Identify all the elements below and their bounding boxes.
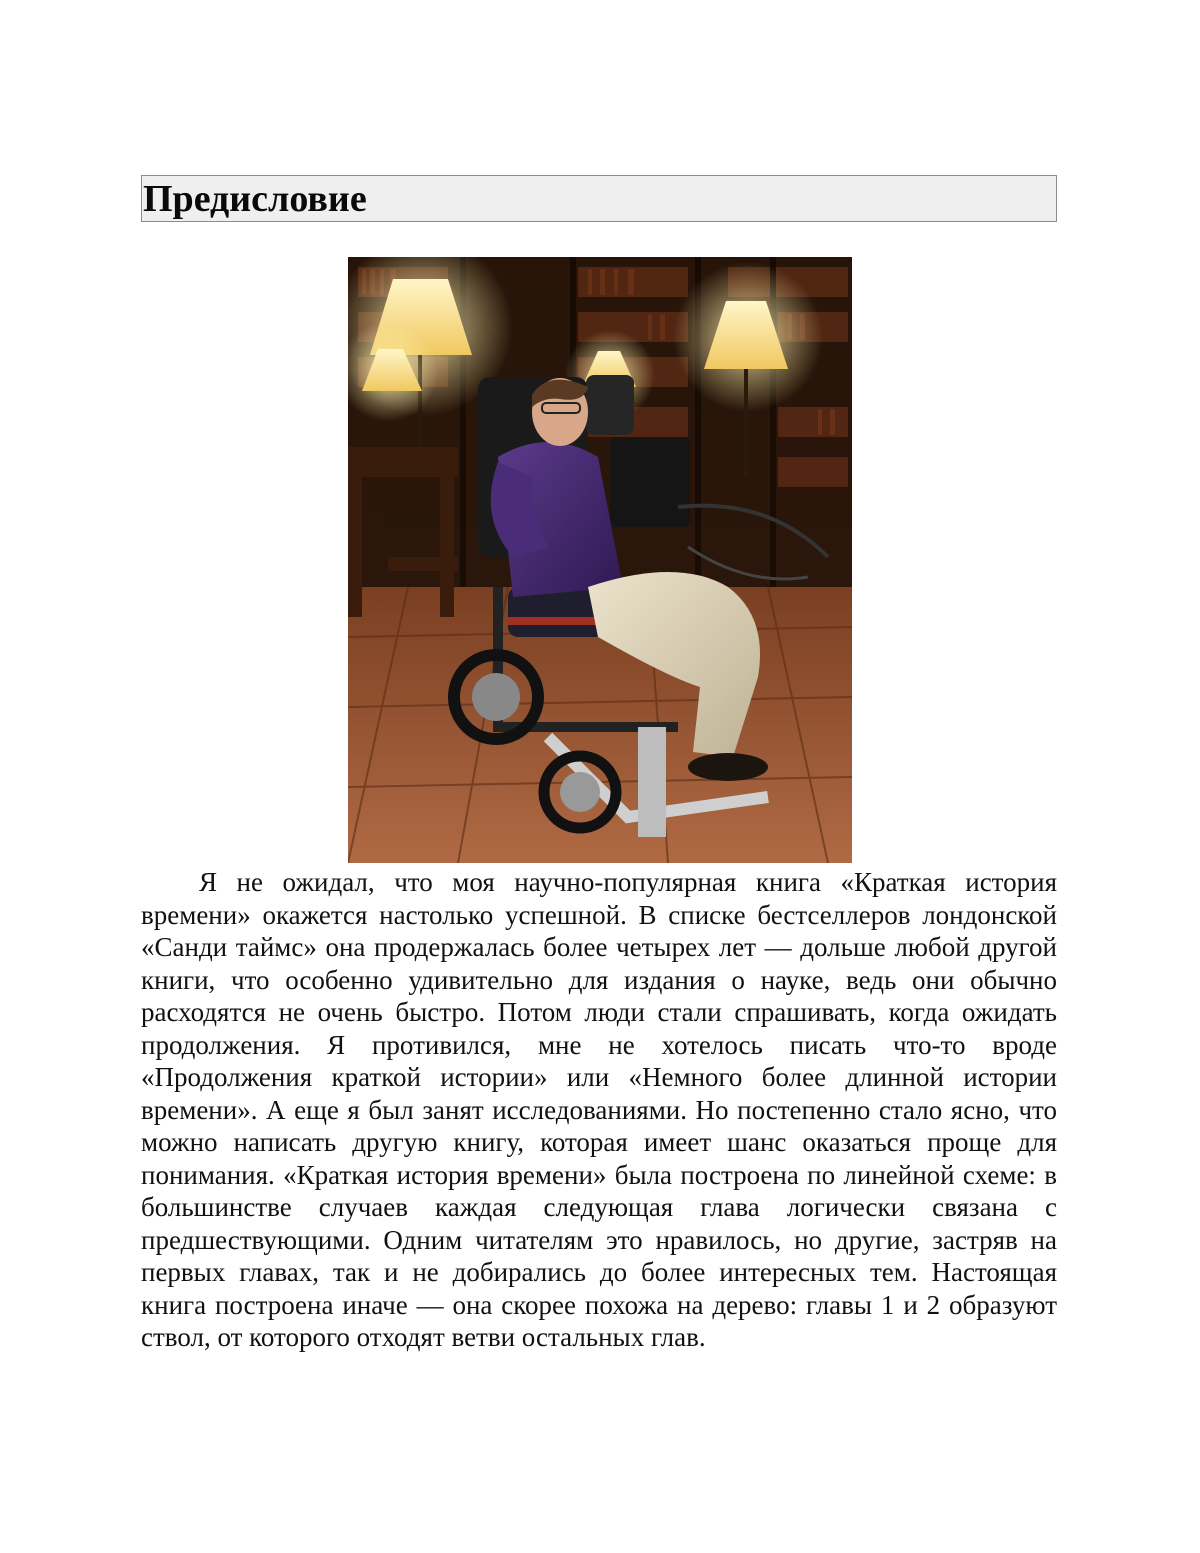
heading-box	[141, 175, 1057, 222]
page-title: Предисловие	[143, 178, 367, 220]
preface-paragraph: Я не ожидал, что моя научно-популярная книга «Краткая история времени» окажется настолько успешной. В списке бестселлеров лондонской «Санди таймс» она продержалась более четырех лет — дольше любой другой книги, что особенно удивительно для издания о науке, ведь они обычно расходятся не очень быстро. Потом люди стали спрашивать, когда ожидать продолжения. Я противился, мне не хотелось писать что-то вроде «Продолжения краткой истории» или «Немного более длинной истории времени». А еще я был занят исследованиями. Но постепенно стало ясно, что можно написать другую книгу, которая имеет шанс оказаться проще для понимания. «Краткая история времени» была построена по линейной схеме: в большинстве случаев каждая следующая глава логически связана с предшествующими. Одним читателям это нравилось, но другие, застряв на первых главах, так и не добирались до более интересных тем. Настоящая книга построена иначе — она скорее похожа на дерево: главы 1 и 2 образуют ствол, от которого отходят ветви остальных глав.	[141, 867, 1057, 1352]
portrait-photo	[348, 257, 852, 863]
photo-illustration	[348, 257, 852, 863]
